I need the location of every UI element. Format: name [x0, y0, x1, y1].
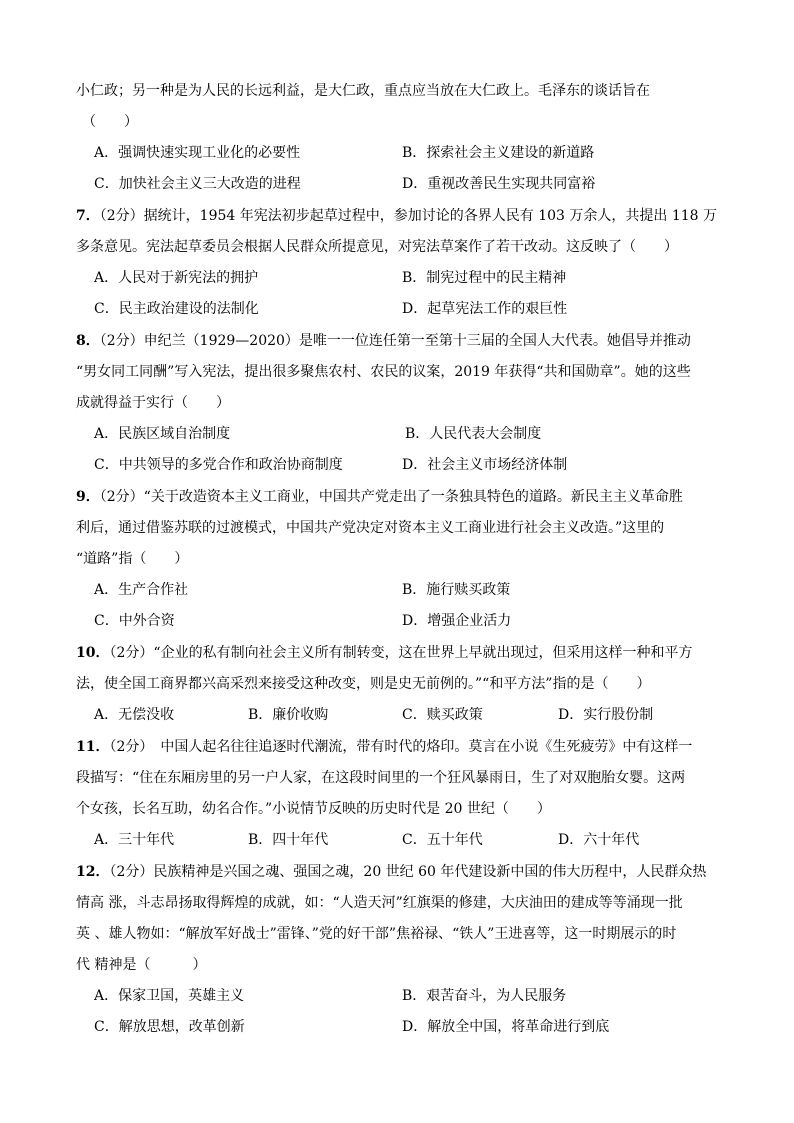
question-11-option-a[interactable]: A．三十年代: [94, 832, 175, 848]
question-9-option-d[interactable]: D．增强企业活力: [402, 613, 512, 629]
question-score: （2分）: [109, 645, 154, 661]
question-10-option-d[interactable]: D．实行股份制: [558, 707, 654, 723]
question-9-line-1: 9．（2分）“关于改造资本主义工商业，中国共产党走出了一条独具特色的道路。新民主主义革命胜: [76, 489, 683, 505]
intro-line-1: 小仁政；另一种是为人民的长远利益，是大仁政，重点应当放在大仁政上。毛泽东的谈话旨在: [76, 83, 650, 99]
question-10-line-2: 法，使全国工商界都兴高采烈来接受这种改变，则是史无前例的。”“和平方法”指的是（ ）: [76, 676, 651, 692]
question-12-option-c[interactable]: C．解放思想，改革创新: [94, 1019, 245, 1035]
question-score: （2分）: [109, 739, 147, 755]
question-number: 8．: [76, 333, 100, 349]
question-8-option-a[interactable]: A．民族区域自治制度: [94, 426, 231, 442]
question-score: （2分）: [109, 864, 154, 880]
question-number: 7．: [76, 208, 100, 224]
question-8-option-d[interactable]: D．社会主义市场经济体制: [402, 457, 568, 473]
question-10-option-c[interactable]: C．赎买政策: [402, 707, 483, 723]
intro-option-c[interactable]: C．加快社会主义三大改造的进程: [94, 176, 301, 192]
question-score: （2分）: [99, 489, 144, 505]
question-11-option-b[interactable]: B．四十年代: [248, 832, 329, 848]
intro-line-2: （ ）: [82, 114, 138, 130]
question-12-line-1: 12．（2分）民族精神是兴国之魂、强国之魂，20 世纪 60 年代建设新中国的伟大历程中，人民群众热: [76, 864, 707, 880]
question-12-option-d[interactable]: D．解放全中国，将革命进行到底: [402, 1019, 610, 1035]
question-11-option-c[interactable]: C．五十年代: [402, 832, 483, 848]
question-11-line-2: 段描写：“住在东厢房里的另一户人家，在这段时间里的一个狂风暴雨日，生了对双胞胎女婴。这两: [76, 770, 686, 786]
question-12-line-4: 代 精神是（ ）: [76, 957, 207, 973]
question-11-line-3: 个女孩，长名互助，幼名合作。”小说情节反映的历史时代是 20 世纪（ ）: [76, 801, 551, 817]
question-number: 11．: [76, 739, 110, 755]
question-7-line-1: 7．（2分）据统计，1954 年宪法初步起草过程中，参加讨论的各界人民有 103 万余人，共提出 118 万: [76, 208, 717, 224]
question-12-option-b[interactable]: B．艰苦奋斗，为人民服务: [402, 988, 567, 1004]
question-9-line-3: “道路”指（ ）: [76, 551, 189, 567]
question-8-option-c[interactable]: C．中共领导的多党合作和政治协商制度: [94, 457, 343, 473]
question-8-option-b[interactable]: B．人民代表大会制度: [405, 426, 542, 442]
question-12-line-3: 英 、雄人物如：“解放军好战士”雷锋、”党的好干部”焦裕禄、“铁人”王进喜等，这一时期展示的时: [76, 926, 677, 942]
question-7-option-b[interactable]: B．制宪过程中的民主精神: [402, 270, 567, 286]
question-8-line-2: “男女同工同酬”写入宪法，提出很多聚焦农村、农民的议案，2019 年获得“共和国勋章”。她的这些: [76, 364, 691, 380]
question-7-option-a[interactable]: A．人民对于新宪法的拥护: [94, 270, 259, 286]
question-7-line-2: 多条意见。宪法起草委员会根据人民群众所提意见，对宪法草案作了若干改动。这反映了（ ）: [76, 239, 678, 255]
question-8-line-3: 成就得益于实行（ ）: [76, 395, 230, 411]
question-number: 9．: [76, 489, 100, 505]
question-number: 10．: [76, 645, 110, 661]
question-number: 12．: [76, 864, 110, 880]
intro-option-b[interactable]: B．探索社会主义建设的新道路: [402, 145, 595, 161]
intro-option-a[interactable]: A．强调快速实现工业化的必要性: [94, 145, 301, 161]
question-11-line-1: 11．（2分） 中国人起名往往追逐时代潮流，带有时代的烙印。莫言在小说《生死疲劳》中有这样一: [76, 739, 693, 755]
question-8-line-1: 8．（2分）申纪兰（1929—2020）是唯一一位连任第一至第十三届的全国人大代表。她倡导并推动: [76, 333, 691, 349]
intro-option-d[interactable]: D．重视改善民生实现共同富裕: [402, 176, 596, 192]
question-10-line-1: 10．（2分）“企业的私有制向社会主义所有制转变，这在世界上早就出现过，但采用这样一种和平方: [76, 645, 693, 661]
question-7-option-d[interactable]: D．起草宪法工作的艰巨性: [402, 301, 568, 317]
question-7-option-c[interactable]: C．民主政治建设的法制化: [94, 301, 259, 317]
question-9-option-a[interactable]: A．生产合作社: [94, 582, 189, 598]
question-10-option-b[interactable]: B．廉价收购: [248, 707, 329, 723]
question-12-line-2: 情高 涨，斗志昂扬取得辉煌的成就，如：“人造天河”红旗渠的修建，大庆油田的建成等等涌现一批: [76, 895, 683, 911]
question-11-option-d[interactable]: D．六十年代: [558, 832, 640, 848]
question-12-option-a[interactable]: A．保家卫国，英雄主义: [94, 988, 245, 1004]
question-score: （2分）: [99, 333, 144, 349]
question-9-option-c[interactable]: C．中外合资: [94, 613, 175, 629]
question-9-option-b[interactable]: B．施行赎买政策: [402, 582, 511, 598]
question-score: （2分）: [99, 208, 144, 224]
question-10-option-a[interactable]: A．无偿没收: [94, 707, 175, 723]
question-9-line-2: 利后，通过借鉴苏联的过渡模式，中国共产党决定对资本主义工商业进行社会主义改造。”这里的: [76, 520, 665, 536]
